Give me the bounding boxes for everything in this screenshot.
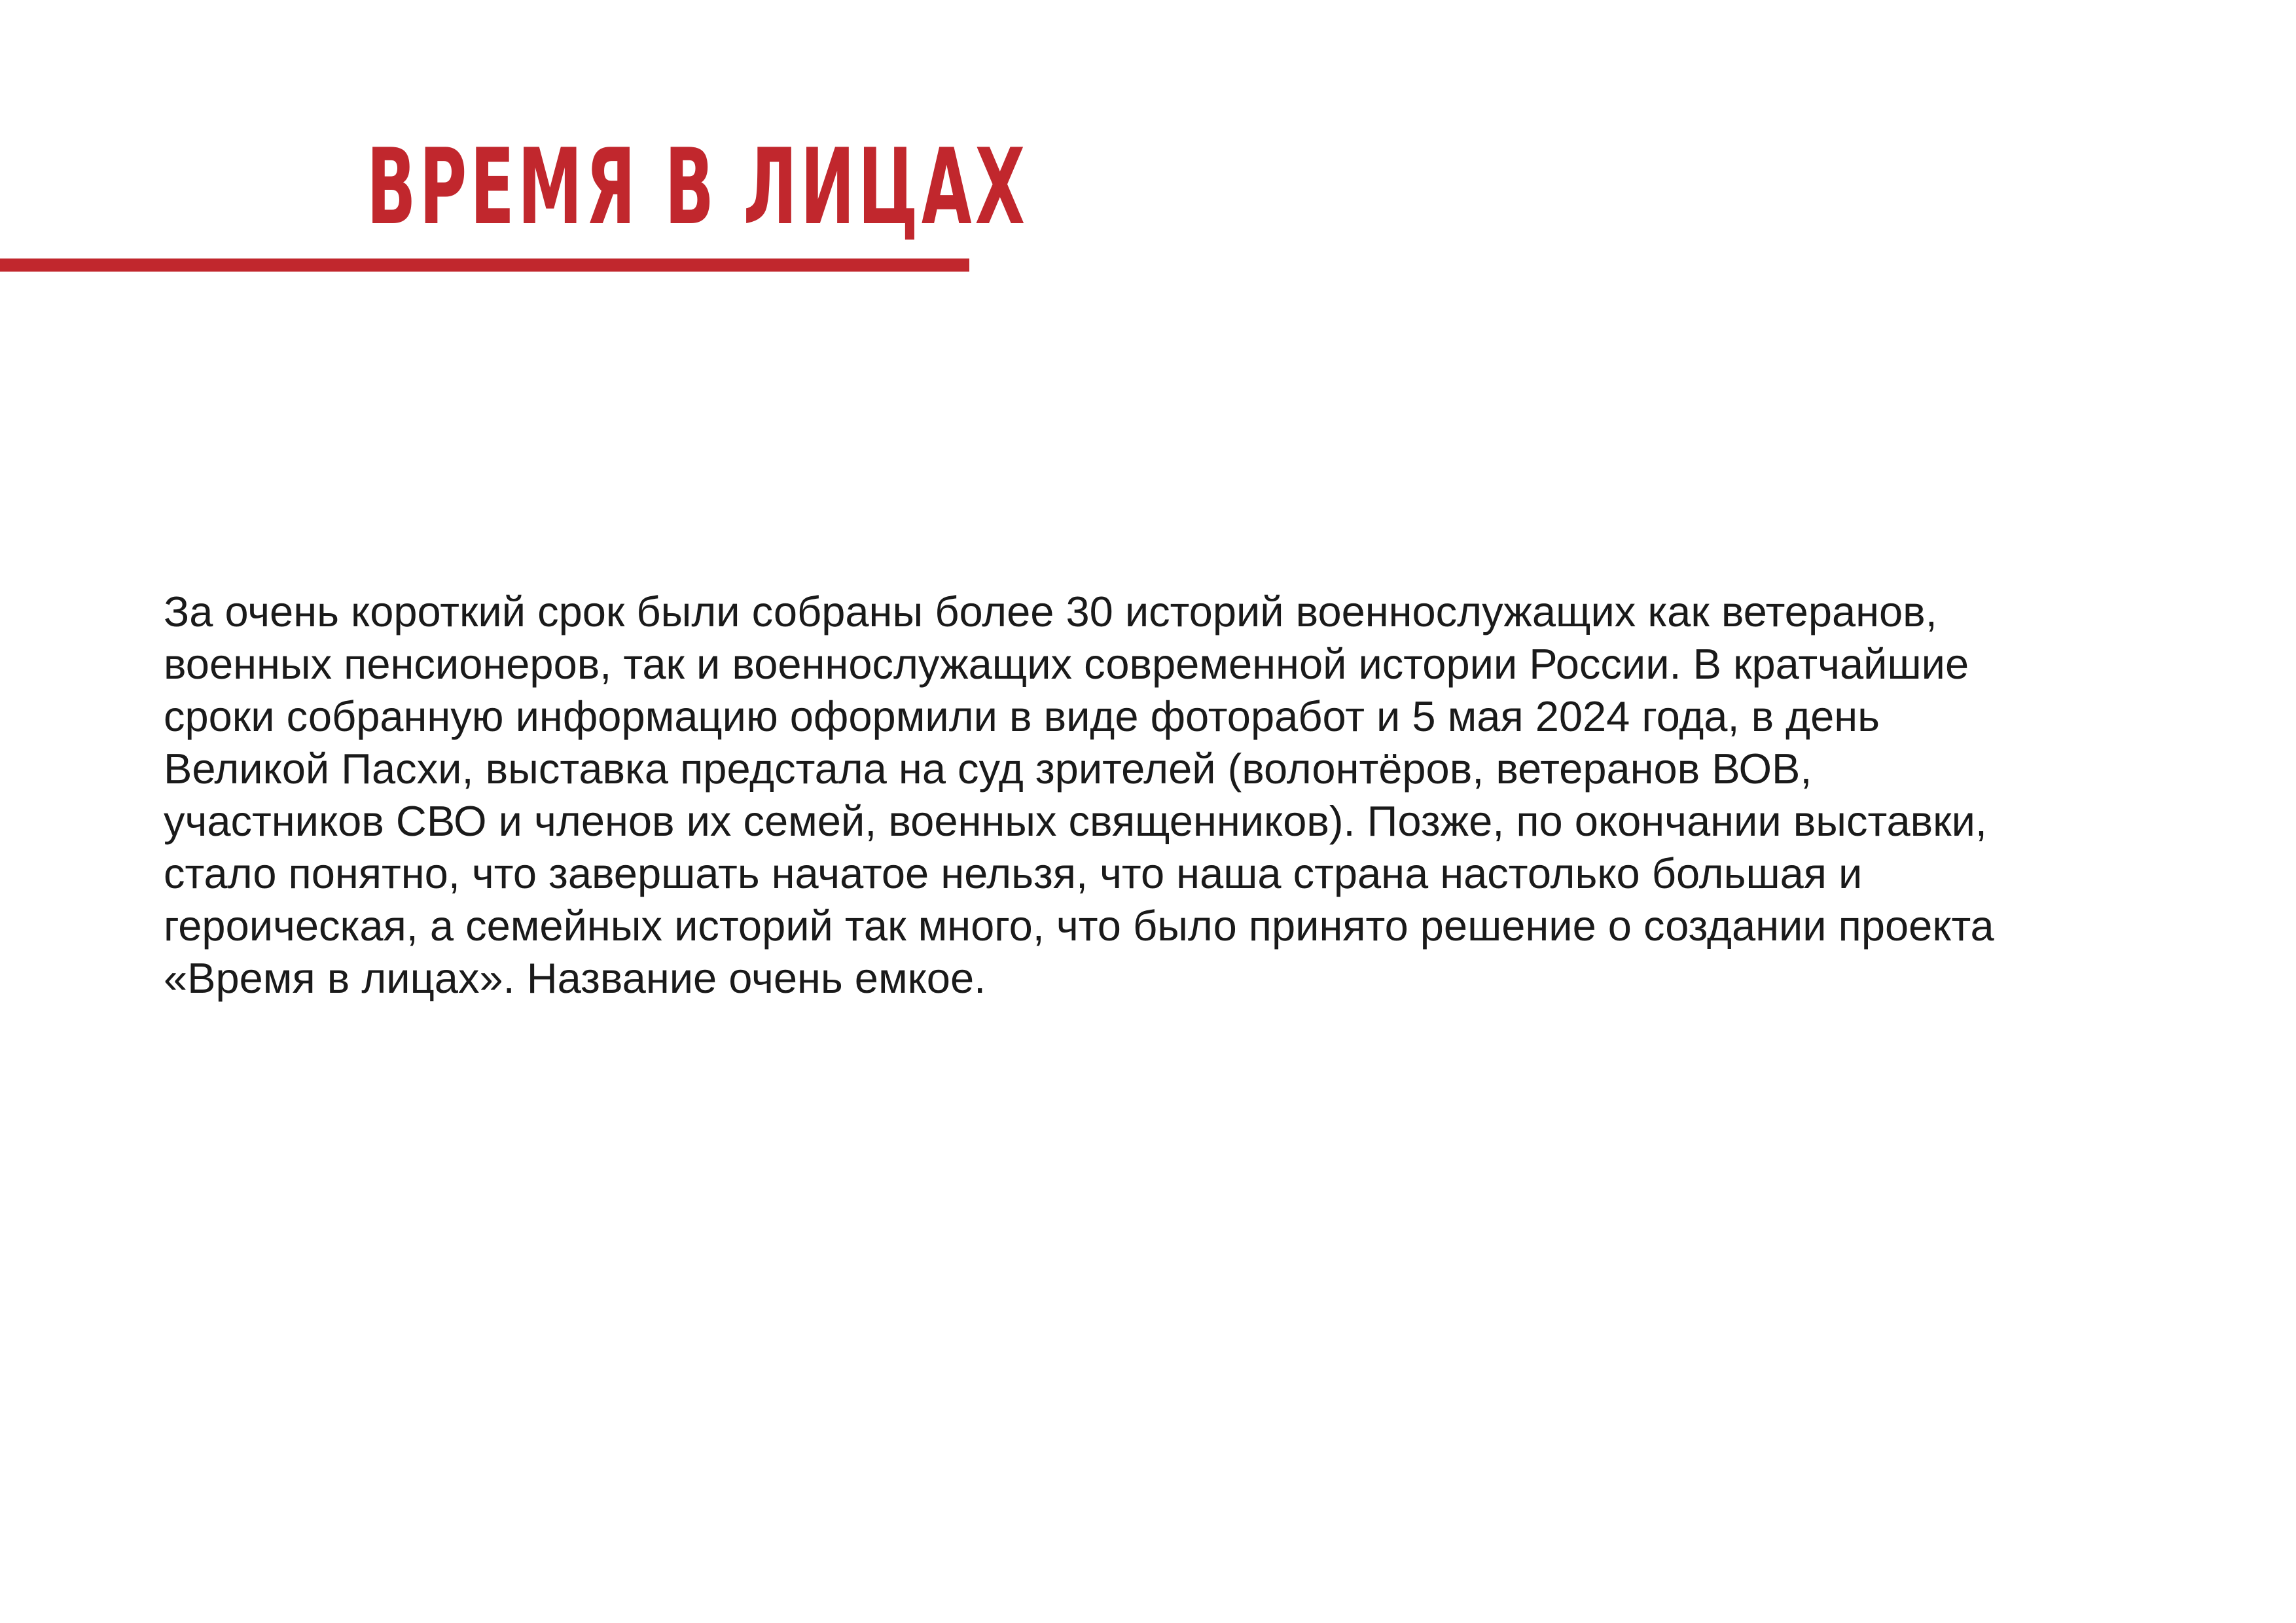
paragraph-line: сроки собранную информацию оформили в виде фоторабот и 5 мая 2024 года, в день <box>164 692 1880 740</box>
paragraph-line: стало понятно, что завершать начатое нельзя, что наша страна настолько большая и <box>164 849 1863 897</box>
paragraph-line: военных пенсионеров, так и военнослужащих современной истории России. В кратчайшие <box>164 640 1969 688</box>
body-paragraph <box>164 586 2160 1005</box>
title-underline <box>0 259 969 272</box>
page-title: ВРЕМЯ В ЛИЦАХ <box>367 126 1029 248</box>
paragraph-line: «Время в лицах». Название очень емкое. <box>164 954 986 1002</box>
paragraph-line: участников СВО и членов их семей, военных священников). Позже, по окончании выставки, <box>164 797 1987 845</box>
paragraph-line: героическая, а семейных историй так много, что было принято решение о создании проекта <box>164 902 1994 950</box>
paragraph-line: За очень короткий срок были собраны более 30 историй военнослужащих как ветеранов, <box>164 588 1937 635</box>
paragraph-line: Великой Пасхи, выставка предстала на суд зрителей (волонтёров, ветеранов ВОВ, <box>164 745 1812 793</box>
